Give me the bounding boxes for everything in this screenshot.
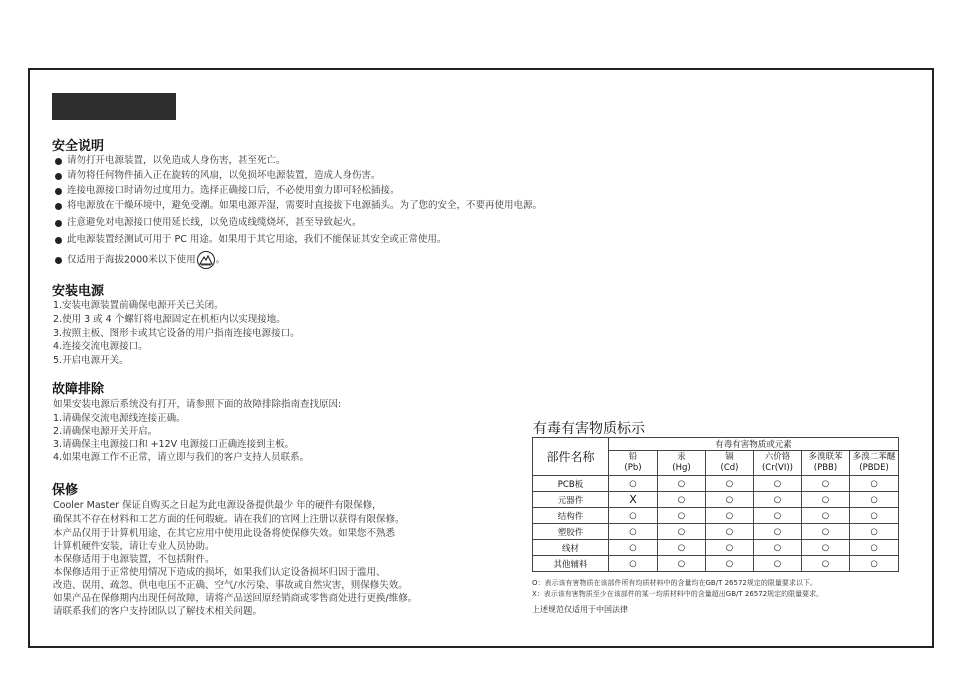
hazard-row bbox=[533, 524, 899, 540]
part-name: 其他辅料 bbox=[533, 556, 609, 572]
hazard-row bbox=[533, 508, 899, 524]
hazard-mark-cell bbox=[658, 524, 706, 540]
substance-name: 镉 bbox=[725, 452, 734, 462]
altitude-text: 仅适用于海拔2000米以下使用 bbox=[67, 254, 196, 266]
safety-item: 此电源装置经测试可用于 PC 用途。如果用于其它用途，我们不能保证其安全或正常使用。 bbox=[67, 234, 447, 245]
circle-mark: ○ bbox=[725, 510, 734, 521]
circle-mark: ○ bbox=[821, 478, 830, 489]
hazard-mark-cell bbox=[802, 508, 850, 524]
substance-symbol: (Cr(VI)) bbox=[761, 463, 794, 473]
circle-mark: ○ bbox=[773, 542, 782, 553]
warranty-line: 本产品仅用于计算机用途，在其它应用中使用此设备将使保修失效。如果您不熟悉 bbox=[53, 528, 396, 539]
substance-header bbox=[706, 451, 754, 476]
hazard-mark-cell bbox=[802, 540, 850, 556]
trouble-step: 3.请确保主电源接口和 +12V 电源接口正确连接到主板。 bbox=[53, 439, 295, 450]
hazard-row bbox=[533, 492, 899, 508]
safety-item: 请勿将任何物件插入正在旋转的风扇，以免损坏电源装置，造成人身伤害。 bbox=[67, 170, 381, 181]
hazard-mark-cell bbox=[754, 492, 802, 508]
substance-header bbox=[658, 451, 706, 476]
circle-mark: ○ bbox=[821, 526, 830, 537]
hazard-mark-cell bbox=[754, 556, 802, 572]
substance-symbol: (PBDE) bbox=[859, 463, 889, 473]
part-name: 线材 bbox=[533, 540, 609, 556]
substance-header bbox=[609, 451, 658, 476]
substance-symbol: (Hg) bbox=[672, 463, 691, 473]
circle-mark: ○ bbox=[725, 542, 734, 553]
bullet-icon bbox=[55, 203, 62, 210]
warranty-line: 改造、误用、疏忽、供电电压不正确、空气/水污染、事故或自然灾害，则保修失效。 bbox=[53, 580, 408, 591]
hazard-mark-cell bbox=[609, 492, 658, 508]
trouble-step: 4.如果电源工作不正常，请立即与我们的客户支持人员联系。 bbox=[53, 452, 310, 463]
hazard-title: 有毒有害物质标示 bbox=[533, 421, 645, 437]
circle-mark: ○ bbox=[870, 510, 878, 521]
install-step: 1.安装电源装置前确保电源开关已关闭。 bbox=[53, 300, 224, 311]
circle-mark: ○ bbox=[677, 494, 686, 505]
cross-mark: X bbox=[629, 492, 637, 506]
part-name-header: 部件名称 bbox=[533, 438, 609, 476]
hazard-row bbox=[533, 556, 899, 572]
hazard-mark-cell bbox=[609, 556, 658, 572]
safety-item: 将电源放在干燥环境中，避免受潮。如果电源弄湿，需要时直接拔下电源插头。为了您的安全，不要再使用电源。 bbox=[67, 200, 543, 211]
law-note: 上述规范仅适用于中国法律 bbox=[532, 605, 628, 614]
hazard-mark-cell bbox=[609, 524, 658, 540]
bullet-icon bbox=[55, 188, 62, 195]
hazard-mark-cell bbox=[706, 540, 754, 556]
circle-mark: ○ bbox=[629, 510, 637, 521]
hazard-mark-cell bbox=[850, 524, 899, 540]
substance-symbol: (PBB) bbox=[813, 463, 838, 473]
install-step: 3.按照主板、图形卡或其它设备的用户指南连接电源接口。 bbox=[53, 328, 300, 339]
substance-name: 铅 bbox=[628, 452, 638, 462]
circle-mark: ○ bbox=[773, 526, 782, 537]
circle-mark: ○ bbox=[629, 526, 637, 537]
safety-item: 注意避免对电源接口使用延长线，以免造成线缆烧坏，甚至导致起火。 bbox=[67, 217, 362, 228]
substance-name: 多溴二苯醚 bbox=[852, 452, 896, 462]
bullet-icon bbox=[55, 173, 62, 180]
circle-mark: ○ bbox=[725, 526, 734, 537]
substance-header bbox=[802, 451, 850, 476]
substance-header bbox=[850, 451, 899, 476]
circle-mark: ○ bbox=[677, 526, 686, 537]
altitude-mountain-icon bbox=[197, 251, 215, 269]
hazard-mark-cell bbox=[754, 476, 802, 492]
circle-mark: ○ bbox=[870, 478, 878, 489]
trouble-step: 2.请确保电源开关开启。 bbox=[53, 426, 158, 437]
circle-mark: ○ bbox=[870, 542, 878, 553]
hazard-mark-cell bbox=[609, 540, 658, 556]
hazard-mark-cell bbox=[609, 508, 658, 524]
hazard-mark-cell bbox=[706, 492, 754, 508]
trouble-intro: 如果安装电源后系统没有打开，请参照下面的故障排除指南查找原因: bbox=[53, 399, 342, 410]
hazard-mark-cell bbox=[850, 540, 899, 556]
circle-mark: ○ bbox=[870, 558, 878, 569]
circle-mark: ○ bbox=[821, 510, 830, 521]
header-bar bbox=[52, 93, 176, 120]
substance-name: 六价铬 bbox=[764, 452, 791, 462]
hazard-body bbox=[533, 476, 899, 572]
part-name: PCB板 bbox=[533, 476, 609, 492]
note-o: O：表示该有害物质在该部件所有均质材料中的含量均在GB/T 26572规定的限量要求以下。 bbox=[532, 579, 817, 587]
warranty-line: 确保其不存在材料和工艺方面的任何瑕疵。请在我们的官网上注册以获得有限保修。 bbox=[53, 514, 405, 525]
hazard-mark-cell bbox=[754, 540, 802, 556]
install-step: 5.开启电源开关。 bbox=[53, 355, 129, 366]
part-name: 元器件 bbox=[533, 492, 609, 508]
hazard-mark-cell bbox=[802, 476, 850, 492]
hazard-row bbox=[533, 540, 899, 556]
safety-title: 安全说明 bbox=[52, 139, 105, 154]
hazard-mark-cell bbox=[850, 492, 899, 508]
safety-item: 请勿打开电源装置，以免造成人身伤害，甚至死亡。 bbox=[67, 155, 286, 166]
substance-name: 汞 bbox=[677, 452, 686, 462]
circle-mark: ○ bbox=[821, 542, 830, 553]
note-x: X：表示该有害物质至少在该部件的某一均质材料中的含量超出GB/T 26572规定的限量要求。 bbox=[532, 590, 824, 598]
safety-item: 连接电源接口时请勿过度用力。选择正确接口后，不必使用蛮力即可轻松插接。 bbox=[67, 185, 400, 196]
circle-mark: ○ bbox=[725, 558, 734, 569]
hazard-row bbox=[533, 476, 899, 492]
hazard-mark-cell bbox=[706, 524, 754, 540]
hazard-mark-cell bbox=[658, 476, 706, 492]
bullet-icon bbox=[55, 158, 62, 165]
bullet-icon bbox=[55, 257, 62, 264]
hazard-mark-cell bbox=[658, 492, 706, 508]
circle-mark: ○ bbox=[821, 558, 830, 569]
circle-mark: ○ bbox=[677, 510, 686, 521]
circle-mark: ○ bbox=[773, 494, 782, 505]
hazard-mark-cell bbox=[658, 556, 706, 572]
hazard-mark-cell bbox=[802, 556, 850, 572]
bullet-icon bbox=[55, 237, 62, 244]
circle-mark: ○ bbox=[677, 558, 686, 569]
part-name: 结构件 bbox=[533, 508, 609, 524]
warranty-line: 如果产品在保修期内出现任何故障，请将产品送回原经销商或零售商处进行更换/维修。 bbox=[53, 593, 418, 604]
circle-mark: ○ bbox=[821, 494, 830, 505]
circle-mark: ○ bbox=[725, 478, 734, 489]
circle-mark: ○ bbox=[677, 478, 686, 489]
part-name: 塑胶件 bbox=[533, 524, 609, 540]
hazard-mark-cell bbox=[658, 508, 706, 524]
hazard-mark-cell bbox=[754, 524, 802, 540]
bullet-icon bbox=[55, 220, 62, 227]
circle-mark: ○ bbox=[677, 542, 686, 553]
install-step: 4.连接交流电源接口。 bbox=[53, 341, 148, 352]
altitude-suffix: 。 bbox=[215, 254, 226, 266]
circle-mark: ○ bbox=[629, 542, 637, 553]
hazard-mark-cell bbox=[609, 476, 658, 492]
circle-mark: ○ bbox=[870, 494, 878, 505]
hazard-table bbox=[532, 437, 899, 572]
warranty-line: 请联系我们的客户支持团队以了解技术相关问题。 bbox=[53, 606, 263, 617]
substance-header bbox=[754, 451, 802, 476]
hazard-mark-cell bbox=[850, 508, 899, 524]
circle-mark: ○ bbox=[870, 526, 878, 537]
hazard-mark-cell bbox=[658, 540, 706, 556]
warranty-line: 本保修适用于正常使用情况下造成的损坏，如果我们认定设备损坏归因于滥用、 bbox=[53, 567, 386, 578]
circle-mark: ○ bbox=[725, 494, 734, 505]
circle-mark: ○ bbox=[629, 558, 637, 569]
warranty-title: 保修 bbox=[52, 483, 79, 498]
hazard-mark-cell bbox=[706, 476, 754, 492]
circle-mark: ○ bbox=[629, 478, 637, 489]
substance-symbol: (Cd) bbox=[720, 463, 739, 473]
hazard-mark-cell bbox=[754, 508, 802, 524]
trouble-step: 1.请确保交流电源线连接正确。 bbox=[53, 413, 186, 424]
substance-name: 多溴联苯 bbox=[808, 452, 843, 462]
install-step: 2.使用 3 或 4 个螺钉将电源固定在机柜内以实现接地。 bbox=[53, 314, 286, 325]
warranty-line: 计算机硬件安装，请让专业人员协助。 bbox=[53, 541, 215, 552]
warranty-line: Cooler Master 保证自购买之日起为此电源设备提供最少 年的硬件有限保修， bbox=[53, 500, 382, 511]
warranty-line: 本保修适用于电源装置，不包括附件。 bbox=[53, 554, 215, 565]
hazard-mark-cell bbox=[850, 556, 899, 572]
circle-mark: ○ bbox=[773, 478, 782, 489]
substance-symbol: (Pb) bbox=[624, 463, 642, 473]
safety-item-altitude bbox=[67, 251, 225, 270]
substance-group-header: 有毒有害物质或元素 bbox=[609, 438, 899, 451]
hazard-mark-cell bbox=[802, 524, 850, 540]
circle-mark: ○ bbox=[773, 558, 782, 569]
hazard-mark-cell bbox=[706, 508, 754, 524]
hazard-mark-cell bbox=[706, 556, 754, 572]
hazard-mark-cell bbox=[802, 492, 850, 508]
circle-mark: ○ bbox=[773, 510, 782, 521]
hazard-mark-cell bbox=[850, 476, 899, 492]
trouble-title: 故障排除 bbox=[52, 382, 105, 397]
install-title: 安装电源 bbox=[52, 284, 105, 299]
